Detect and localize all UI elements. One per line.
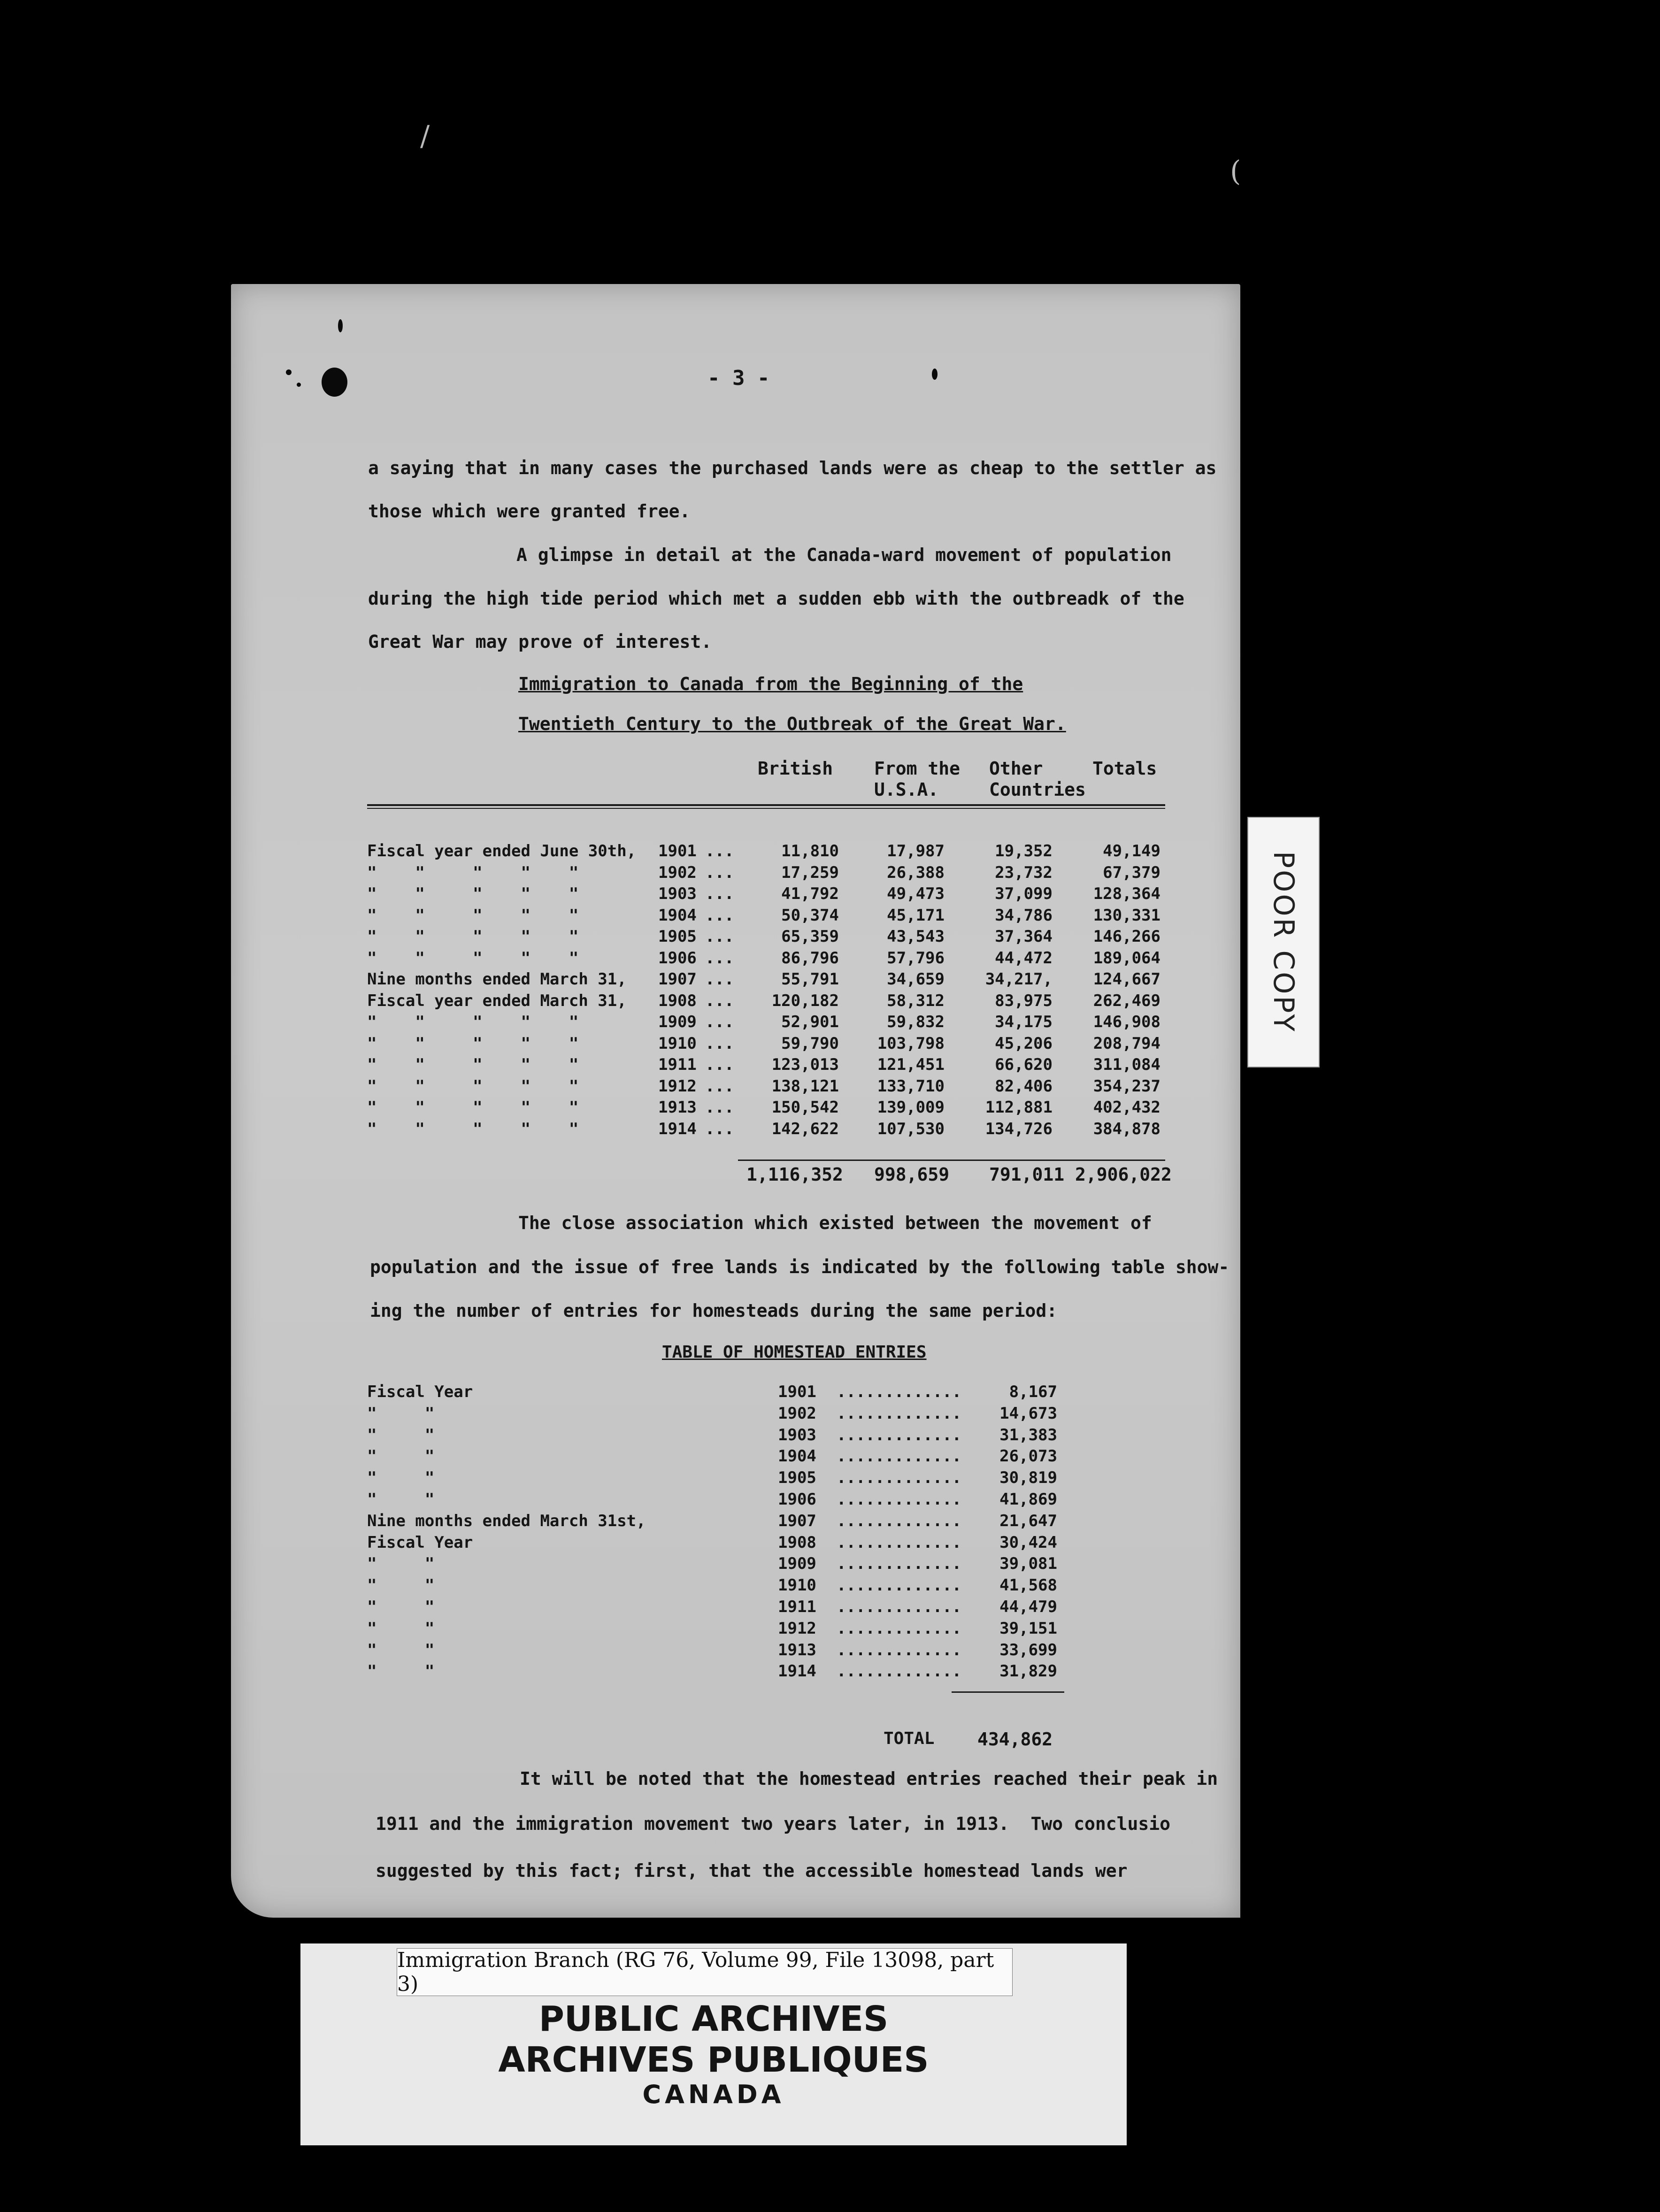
homestead-row-value: 30,819 [999, 1468, 1057, 1488]
homestead-row-year: 1913 [778, 1640, 816, 1659]
table-row-dots: ... [705, 1119, 734, 1138]
poor-copy-label: POOR COPY [1267, 851, 1300, 1034]
table-row-label: " " " " " [367, 1013, 579, 1031]
table-row-year: 1908 [658, 991, 697, 1010]
ink-blot [322, 368, 347, 397]
homestead-row-dots: ............. [837, 1598, 962, 1616]
table-row-usa: 34,659 [887, 970, 945, 989]
total-label: TOTAL [884, 1729, 935, 1748]
table-row-other: 37,364 [995, 927, 1053, 946]
homestead-row-value: 21,647 [999, 1511, 1057, 1530]
table-row-dots: ... [705, 948, 734, 968]
homestead-row-label: " " [367, 1640, 435, 1659]
table-row-total: 189,064 [1093, 948, 1160, 968]
homestead-row-value: 39,151 [999, 1619, 1057, 1638]
homestead-row-dots: ............. [837, 1576, 962, 1595]
homestead-row-year: 1909 [778, 1554, 816, 1574]
table-row-total: 311,084 [1093, 1055, 1160, 1074]
homestead-row-year: 1906 [778, 1490, 816, 1509]
homestead-row-dots: ............. [837, 1447, 962, 1466]
column-header-usa: U.S.A. [874, 779, 939, 800]
header-rule [367, 808, 1165, 809]
totals-rule [952, 1691, 1064, 1693]
homestead-row-label: " " [367, 1576, 435, 1595]
table-row-year: 1909 [658, 1013, 697, 1031]
total-all: 2,906,022 [1075, 1164, 1172, 1185]
table-row-british: 17,259 [781, 863, 839, 882]
table-row-british: 55,791 [781, 970, 839, 989]
table-row-usa: 121,451 [877, 1055, 945, 1074]
table-row-year: 1906 [658, 948, 697, 968]
homestead-row-label: " " [367, 1447, 435, 1466]
body-line: A glimpse in detail at the Canada-ward movement of population [516, 545, 1172, 565]
homestead-row-dots: ............. [837, 1619, 962, 1638]
homestead-row-value: 44,479 [999, 1598, 1057, 1616]
table-row-usa: 17,987 [887, 842, 945, 860]
homestead-row-dots: ............. [837, 1425, 962, 1444]
table-row-usa: 58,312 [887, 991, 945, 1010]
table-row-dots: ... [705, 1076, 734, 1096]
table-row-total: 262,469 [1093, 991, 1160, 1010]
archive-reference: Immigration Branch (RG 76, Volume 99, File 13098, part 3) [397, 1948, 1013, 1996]
homestead-row-value: 31,829 [999, 1662, 1057, 1681]
table-row-usa: 45,171 [887, 906, 945, 925]
table-row-other: 134,726 [985, 1119, 1053, 1138]
table-row-label: " " " " " [367, 1098, 579, 1117]
table-row-dots: ... [705, 991, 734, 1010]
ink-blot [932, 369, 938, 380]
table-row-year: 1911 [658, 1055, 697, 1074]
archive-line-english: PUBLIC ARCHIVES [538, 1999, 889, 2039]
table-row-total: 67,379 [1103, 863, 1160, 882]
column-header-other: Countries [989, 779, 1086, 800]
homestead-row-label: Nine months ended March 31st, [367, 1511, 646, 1530]
table-row-total: 146,908 [1093, 1013, 1160, 1031]
homestead-row-year: 1912 [778, 1619, 816, 1638]
homestead-row-dots: ............. [837, 1404, 962, 1423]
total-british: 1,116,352 [746, 1164, 843, 1185]
homestead-row-label: Fiscal Year [367, 1382, 473, 1401]
table-row-other: 45,206 [995, 1034, 1053, 1053]
body-line: It will be noted that the homestead entries reached their peak in [520, 1768, 1218, 1789]
table-row-dots: ... [705, 906, 734, 925]
table-row-other: 83,975 [995, 991, 1053, 1010]
table-row-dots: ... [705, 884, 734, 903]
table-row-british: 52,901 [781, 1013, 839, 1031]
homestead-row-value: 41,568 [999, 1576, 1057, 1595]
table-row-usa: 57,796 [887, 948, 945, 968]
table-row-total: 49,149 [1103, 842, 1160, 860]
homestead-row-label: " " [367, 1554, 435, 1574]
table-row-label: " " " " " [367, 948, 579, 968]
table-row-label: " " " " " [367, 1055, 579, 1074]
homestead-row-value: 31,383 [999, 1425, 1057, 1444]
homestead-row-value: 33,699 [999, 1640, 1057, 1659]
table-row-year: 1907 [658, 970, 697, 989]
table-row-british: 142,622 [771, 1119, 839, 1138]
table-row-british: 65,359 [781, 927, 839, 946]
table-row-dots: ... [705, 1034, 734, 1053]
table-row-label: " " " " " [367, 1076, 579, 1096]
table-title: Immigration to Canada from the Beginning of the [518, 674, 1023, 694]
table-row-british: 50,374 [781, 906, 839, 925]
poor-copy-tag [1247, 817, 1320, 1068]
ink-blot [338, 319, 343, 332]
document-page [231, 284, 1240, 1918]
homestead-row-year: 1908 [778, 1533, 816, 1552]
homestead-row-dots: ............. [837, 1662, 962, 1681]
table-row-total: 402,432 [1093, 1098, 1160, 1117]
body-line: The close association which existed between the movement of [518, 1213, 1152, 1233]
table-row-year: 1902 [658, 863, 697, 882]
table-row-usa: 107,530 [877, 1119, 945, 1138]
table-row-total: 128,364 [1093, 884, 1160, 903]
body-line: ing the number of entries for homesteads during the same period: [370, 1300, 1058, 1321]
table-row-label: Fiscal year ended March 31, [367, 991, 627, 1010]
table-row-total: 146,266 [1093, 927, 1160, 946]
homestead-row-value: 30,424 [999, 1533, 1057, 1552]
homestead-row-dots: ............. [837, 1511, 962, 1530]
body-line: those which were granted free. [368, 501, 691, 522]
homestead-row-year: 1910 [778, 1576, 816, 1595]
table-row-year: 1903 [658, 884, 697, 903]
homestead-row-dots: ............. [837, 1554, 962, 1574]
homestead-row-dots: ............. [837, 1382, 962, 1401]
homestead-row-value: 8,167 [1009, 1382, 1057, 1401]
total-usa: 998,659 [874, 1164, 950, 1185]
table-row-other: 34,175 [995, 1013, 1053, 1031]
table-row-label: " " " " " [367, 927, 579, 946]
homestead-row-dots: ............. [837, 1533, 962, 1552]
body-line: 1911 and the immigration movement two years later, in 1913. Two conclusio [376, 1813, 1170, 1834]
homestead-row-value: 14,673 [999, 1404, 1057, 1423]
homestead-row-label: " " [367, 1662, 435, 1681]
table-row-other: 66,620 [995, 1055, 1053, 1074]
table-row-british: 59,790 [781, 1034, 839, 1053]
table-row-usa: 139,009 [877, 1098, 945, 1117]
table-row-year: 1913 [658, 1098, 697, 1117]
table-row-dots: ... [705, 863, 734, 882]
header-rule [367, 804, 1165, 806]
table-row-total: 124,667 [1093, 970, 1160, 989]
table-title: TABLE OF HOMESTEAD ENTRIES [662, 1343, 927, 1362]
column-header-british: British [758, 758, 833, 779]
table-row-british: 150,542 [771, 1098, 839, 1117]
body-line: population and the issue of free lands is indicated by the following table show- [370, 1257, 1230, 1277]
table-row-usa: 43,543 [887, 927, 945, 946]
table-row-dots: ... [705, 1055, 734, 1074]
homestead-row-label: " " [367, 1598, 435, 1616]
ink-blot [286, 369, 292, 375]
homestead-row-year: 1911 [778, 1598, 816, 1616]
table-row-label: Fiscal year ended June 30th, [367, 842, 637, 860]
homestead-row-year: 1902 [778, 1404, 816, 1423]
archive-line-country: CANADA [642, 2080, 785, 2109]
table-title: Twentieth Century to the Outbreak of the Great War. [518, 714, 1066, 734]
homestead-row-label: " " [367, 1425, 435, 1444]
table-row-other: 37,099 [995, 884, 1053, 903]
table-row-british: 120,182 [771, 991, 839, 1010]
table-row-usa: 49,473 [887, 884, 945, 903]
table-row-dots: ... [705, 1013, 734, 1031]
totals-rule [738, 1160, 1165, 1161]
table-row-other: 44,472 [995, 948, 1053, 968]
table-row-year: 1901 [658, 842, 697, 860]
homestead-row-year: 1905 [778, 1468, 816, 1488]
ink-blot [297, 383, 301, 387]
table-row-total: 208,794 [1093, 1034, 1160, 1053]
table-row-other: 34,217, [985, 970, 1053, 989]
table-row-other: 112,881 [985, 1098, 1053, 1117]
archive-line-french: ARCHIVES PUBLIQUES [498, 2040, 929, 2080]
table-row-other: 23,732 [995, 863, 1053, 882]
body-line: a saying that in many cases the purchased lands were as cheap to the settler as [368, 458, 1217, 478]
homestead-row-label: " " [367, 1468, 435, 1488]
body-line: during the high tide period which met a sudden ebb with the outbreadk of the [368, 588, 1184, 609]
table-row-british: 11,810 [781, 842, 839, 860]
stray-mark: ( [1230, 155, 1241, 188]
homestead-row-label: " " [367, 1619, 435, 1638]
homestead-row-year: 1904 [778, 1447, 816, 1466]
table-row-usa: 59,832 [887, 1013, 945, 1031]
table-row-label: " " " " " [367, 1119, 579, 1138]
table-row-british: 138,121 [771, 1076, 839, 1096]
table-row-usa: 26,388 [887, 863, 945, 882]
table-row-year: 1904 [658, 906, 697, 925]
homestead-row-value: 41,869 [999, 1490, 1057, 1509]
homestead-row-dots: ............. [837, 1640, 962, 1659]
table-row-dots: ... [705, 1098, 734, 1117]
table-row-other: 34,786 [995, 906, 1053, 925]
table-row-year: 1905 [658, 927, 697, 946]
homestead-row-dots: ............. [837, 1490, 962, 1509]
homestead-row-value: 39,081 [999, 1554, 1057, 1574]
table-row-dots: ... [705, 970, 734, 989]
homestead-row-label: " " [367, 1404, 435, 1423]
total-value: 434,862 [977, 1729, 1053, 1750]
column-header-usa: From the [874, 758, 961, 779]
table-row-year: 1912 [658, 1076, 697, 1096]
table-row-usa: 133,710 [877, 1076, 945, 1096]
homestead-row-year: 1914 [778, 1662, 816, 1681]
total-other: 791,011 [989, 1164, 1065, 1185]
body-line: Great War may prove of interest. [368, 631, 712, 652]
page-number: - 3 - [707, 366, 770, 390]
table-row-label: " " " " " [367, 1034, 579, 1053]
homestead-row-year: 1903 [778, 1425, 816, 1444]
stray-mark: / [420, 120, 430, 153]
table-row-label: Nine months ended March 31, [367, 970, 627, 989]
homestead-row-year: 1907 [778, 1511, 816, 1530]
table-row-year: 1910 [658, 1034, 697, 1053]
body-line: suggested by this fact; first, that the accessible homestead lands wer [376, 1860, 1128, 1881]
table-row-british: 123,013 [771, 1055, 839, 1074]
table-row-total: 384,878 [1093, 1119, 1160, 1138]
table-row-other: 19,352 [995, 842, 1053, 860]
table-row-label: " " " " " [367, 884, 579, 903]
table-row-total: 354,237 [1093, 1076, 1160, 1096]
homestead-row-year: 1901 [778, 1382, 816, 1401]
homestead-row-label: Fiscal Year [367, 1533, 473, 1552]
table-row-label: " " " " " [367, 863, 579, 882]
table-row-dots: ... [705, 842, 734, 860]
column-header-other: Other [989, 758, 1043, 779]
table-row-usa: 103,798 [877, 1034, 945, 1053]
table-row-total: 130,331 [1093, 906, 1160, 925]
column-header-totals: Totals [1092, 758, 1157, 779]
table-row-british: 86,796 [781, 948, 839, 968]
table-row-label: " " " " " [367, 906, 579, 925]
table-row-year: 1914 [658, 1119, 697, 1138]
table-row-british: 41,792 [781, 884, 839, 903]
homestead-row-label: " " [367, 1490, 435, 1509]
table-row-other: 82,406 [995, 1076, 1053, 1096]
table-row-dots: ... [705, 927, 734, 946]
homestead-row-value: 26,073 [999, 1447, 1057, 1466]
homestead-row-dots: ............. [837, 1468, 962, 1488]
